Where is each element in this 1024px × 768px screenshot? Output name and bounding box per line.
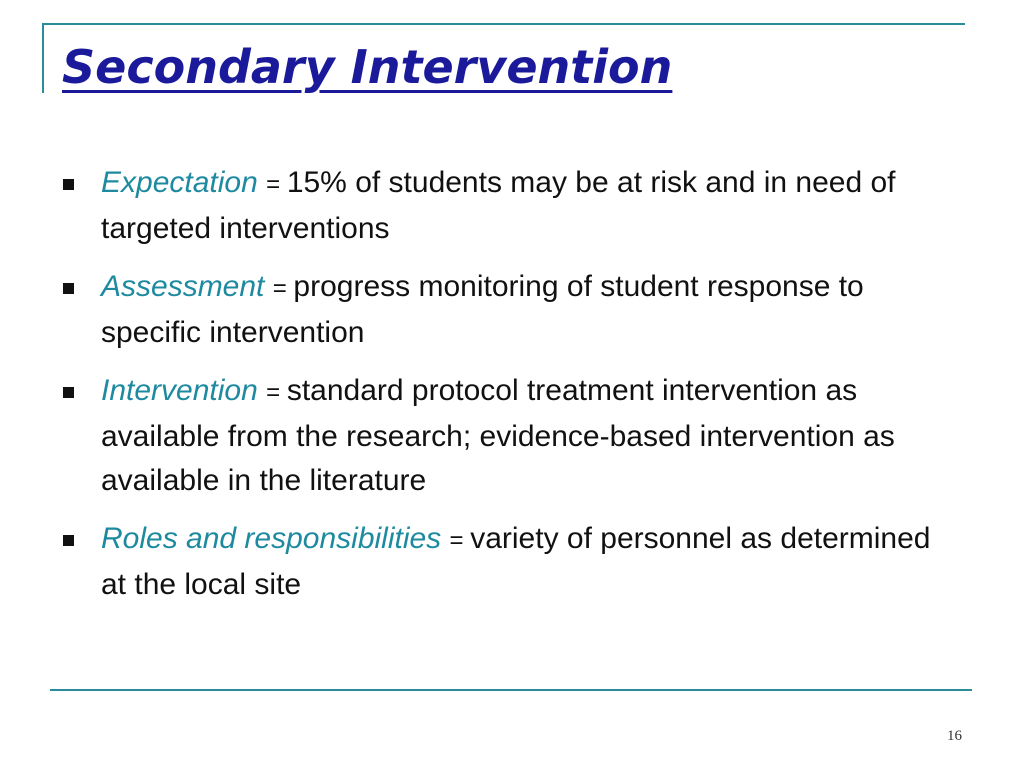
bullet-text: standard protocol treatment intervention as available from the research; evidence-based intervention as available in the literature — [101, 374, 895, 497]
footer-line — [50, 689, 972, 691]
square-bullet-icon — [63, 535, 74, 546]
bullet-item — [62, 517, 962, 607]
bullet-item — [62, 265, 962, 355]
bullet-term: Roles and responsibilities — [101, 522, 442, 555]
bullet-item — [62, 161, 962, 251]
bullet-term: Assessment — [101, 270, 265, 303]
frame-left-line — [42, 23, 44, 93]
frame-top-line — [42, 23, 965, 25]
bullet-text: progress monitoring of student response to specific intervention — [101, 270, 864, 349]
bullet-text: 15% of students may be at risk and in need of targeted interventions — [101, 166, 896, 245]
square-bullet-icon — [63, 283, 74, 294]
square-bullet-icon — [63, 179, 74, 190]
bullet-text: variety of personnel as determined at the local site — [101, 522, 931, 601]
bullet-term: Expectation — [101, 166, 258, 199]
square-bullet-icon — [63, 387, 74, 398]
bullet-term: Intervention — [101, 374, 258, 407]
page-number: 16 — [947, 728, 962, 744]
bullet-separator: = — [266, 171, 287, 198]
bullet-item — [62, 369, 962, 503]
bullet-separator: = — [449, 527, 471, 554]
slide-title: Secondary Intervention — [62, 40, 673, 94]
bullet-separator: = — [266, 379, 287, 406]
bullet-list — [62, 161, 962, 621]
bullet-separator: = — [272, 275, 294, 302]
